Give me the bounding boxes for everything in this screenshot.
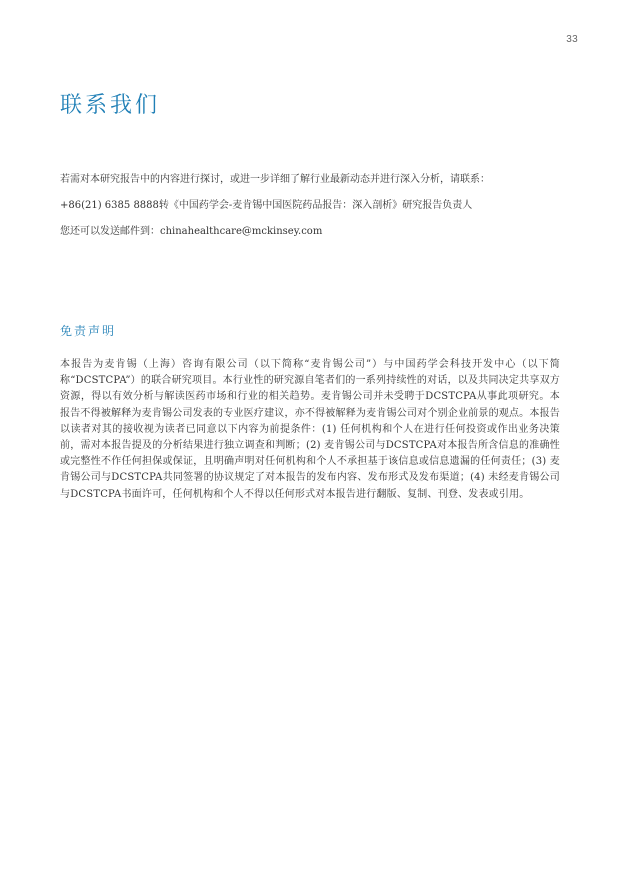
contact-phone: +86(21) 6385 8888转《中国药学会-麦肯锡中国医院药品报告：深入剖析》研究报告负责人 xyxy=(60,200,473,211)
page-number: 33 xyxy=(566,34,578,45)
disclaimer-heading: 免责声明 xyxy=(60,324,117,338)
disclaimer-body: 本报告为麦肯锡（上海）咨询有限公司（以下简称“麦肯锡公司”）与中国药学会科技开发中心（以下简称“DCSTCPA”）的联合研究项目。本行业性的研究源自笔者们的一系列持续性的对话，以及共同决定共享双方资源，得以有效分析与解读医药市场和行业的相关趋势。麦肯锡公司并未受聘于DCSTCPA从事此项研究。本报告不得被解释为麦肯锡公司发表的专业医疗建议，亦不得被解释为麦肯锡公司对个别企业前景的观点。本报告以读者对其的接收视为读者已同意以下内容为前提条件：(1) 任何机构和个人在进行任何投资或作出业务决策前，需对本报告提及的分析结果进行独立调查和判断；(2) 麦肯锡公司与DCSTCPA对本报告所含信息的准确性或完整性不作任何担保或保证，且明确声明对任何机构和个人不承担基于该信息或信息遗漏的任何责任；(3) 麦肯锡公司与DCSTCPA共同签署的协议规定了对本报告的发布内容、发布形式及发布渠道；(4) 未经麦肯锡公司与DCSTCPA书面许可，任何机构和个人不得以任何形式对本报告进行翻版、复制、刊登、发表或引用。 xyxy=(60,359,560,500)
contact-section xyxy=(60,173,570,251)
contact-intro: 若需对本研究报告中的内容进行探讨，或进一步详细了解行业最新动态并进行深入分析，请联系： xyxy=(60,174,490,185)
contact-email: 您还可以发送邮件到：chinahealthcare@mckinsey.com xyxy=(60,226,323,237)
contact-heading: 联系我们 xyxy=(60,93,161,118)
